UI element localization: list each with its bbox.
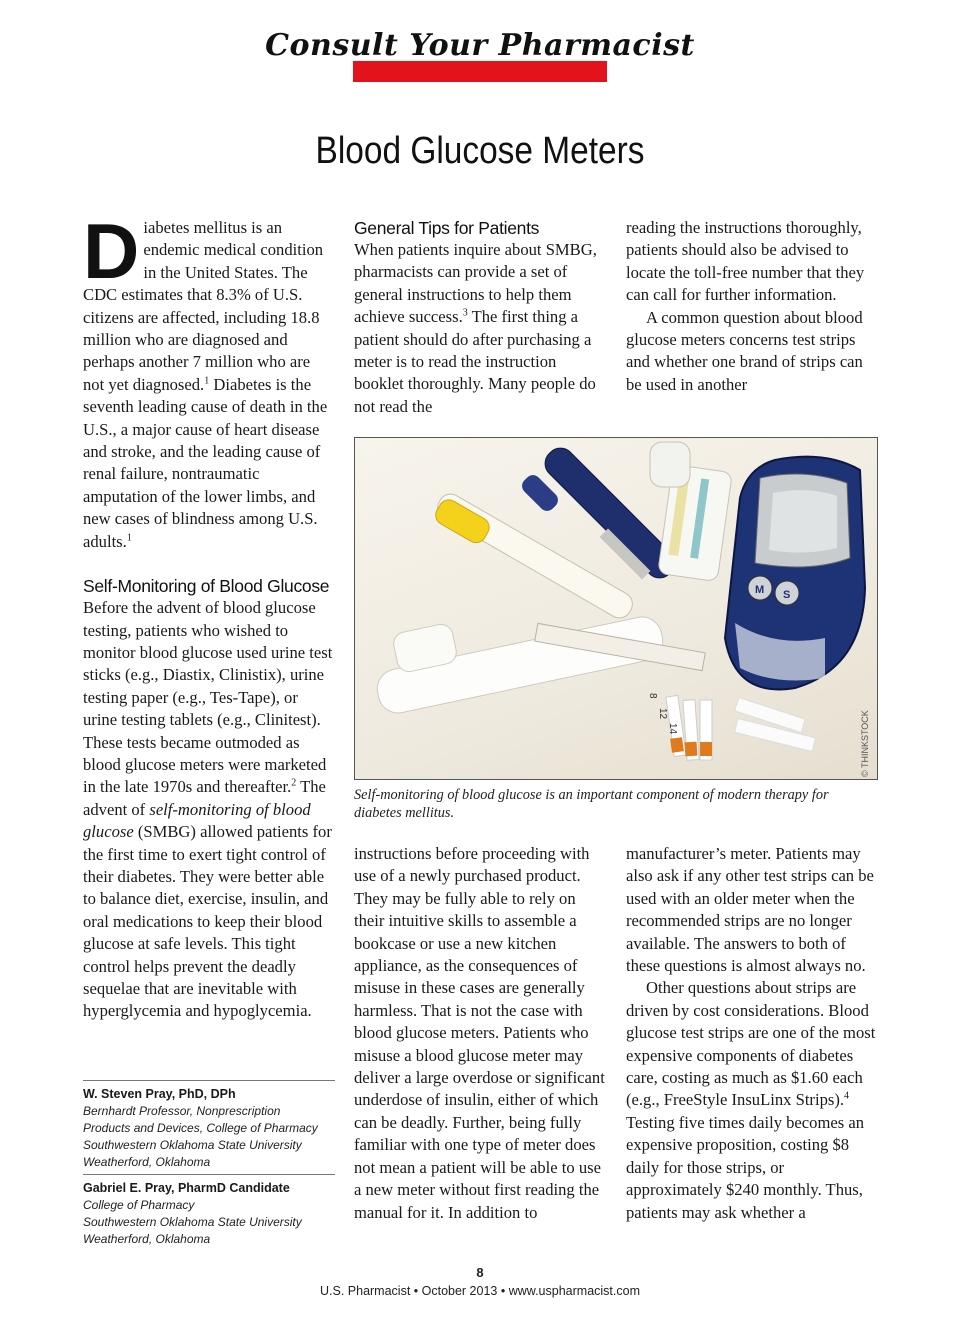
syringe-mark: 8 [647,693,658,699]
ref-1b: 1 [126,532,132,544]
author-block-1 [83,1080,335,1171]
col2-continued-paragraph: instructions before proceeding with use of a newly purchased product. They may be fully able to rely on their intuitive skills to assemble a bookcase or use a new kitchen appliance, as the consequences of misuse in these cases are generally harmless. That is not the case with blood glucose meters. Patients who misuse a blood glucose meter may deliver a large overdose or significant underdose of insulin, either of which can be deadly. Further, being fully familiar with one type of meter does not mean a patient will be able to use a new meter without first reading the manual for it. In addition to [354,844,605,1222]
col3-paragraph-1: reading the instructions thoroughly, patients should also be advised to locate the toll-free number that they can call for further information. [626,218,865,305]
author-block-2 [83,1174,335,1248]
col3-continued-paragraph: manufacturer’s meter. Patients may also ask if any other test strips can be used with an older meter when the recommended strips are no longer available. The answers to both of these questions is almost always no. [626,844,874,976]
ref-4: 4 [844,1090,849,1102]
author-affiliation: College of Pharmacy [83,1198,195,1212]
intro-paragraph: Diabetes mellitus is an endemic medical condition in the United States. The CDC estimates that 8.3% of U.S. citizens are affected, including 18.8 million who are diagnosed and perhaps another 7 million who are not yet diagnosed.$^1$ Diabetes is the seventh leading cause of death in the U.S., a major cause of heart disease and stroke, and the leading cause of renal failure, nontraumatic amputation of the lower limbs, and new cases of blindness among U.S. adults.$^1$ [83,207,328,551]
svg-text:S: S [783,589,791,601]
heading-self-monitoring: Self-Monitoring of Blood Glucose [83,576,330,597]
column-1 [83,207,335,1023]
syringe-mark: 14 [667,723,678,735]
author-affiliation: Southwestern Oklahoma State University [83,1215,302,1229]
accent-bar [353,61,607,82]
author-name: Gabriel E. Pray, PharmD Candidate [83,1181,290,1195]
ref-3: 3 [462,307,468,319]
figure-caption: Self-monitoring of blood glucose is an important component of modern therapy for diabetes mellitus. [354,787,829,821]
heading-general-tips: General Tips for Patients [354,218,540,238]
column-2-bottom [354,843,606,1224]
syringe-mark: 12 [657,708,668,720]
article-title: Blood Glucose Meters [315,130,645,172]
column-3-top [626,217,880,396]
figure-photo [354,437,878,780]
test-strips [666,695,816,760]
strip-vial [650,442,732,582]
author-affiliation: Weatherford, Oklahoma [83,1232,211,1246]
smbg-paragraph: Before the advent of blood glucose testing, patients who wished to monitor blood glucose used urine test sticks (e.g., Diastix, Clinistix), urine testing paper (e.g., Tes-Tape), or urine testing tablets (e.g., Clinitest). These tests became outmoded as blood glucose meters were marketed in the late 1970s and thereafter.$^2$ The advent of self-monitoring of blood glucose (SMBG) allowed patients for the first time to exert tight control of their diabetes. They were better able to balance diet, exercise, insulin, and oral medications to keep their blood glucose at safe levels. This tight control helps prevent the deadly sequelae that are inevitable with hyperglycemia and hypoglycemia. [83,598,333,1021]
series-title: Consult Your Pharmacist [265,28,695,63]
cost-paragraph: Other questions about strips are driven by cost considerations. Blood glucose test strips are one of the most expensive components of diabetes care, costing as much as $1.60 each (e.g., FreeStyle InsuLinx Strips).$^4$ Testing five times daily becomes an expensive proposition, costing $8 daily for those strips, or approximately $240 monthly. Thus, patients may ask whether a [626,978,876,1222]
page-number: 8 [476,1265,484,1280]
column-2-top [354,217,606,418]
footer-line: U.S. Pharmacist • October 2013 • www.uspharmacist.com [320,1284,640,1298]
tips-paragraph: When patients inquire about SMBG, pharmacists can provide a set of general instructions to help them achieve success.$^3$ The first thing a patient should do after purchasing a meter is to read the instruction booklet thoroughly. Many people do not read the [354,240,597,416]
author-name: W. Steven Pray, PhD, DPh [83,1087,236,1101]
svg-text:M: M [755,584,765,596]
photo-credit: © THINKSTOCK [860,710,870,777]
glucose-kit-illustration [355,438,877,779]
insulin-pen [374,613,667,716]
ref-2: 2 [291,777,297,789]
author-affiliation: Southwestern Oklahoma State University [83,1138,302,1152]
glucose-meter [725,457,865,690]
author-affiliation: Bernhardt Professor, Nonprescription [83,1104,281,1118]
author-affiliation: Weatherford, Oklahoma [83,1155,211,1169]
col3-paragraph-2: A common question about blood glucose meters concerns test strips and whether one brand of strips can be used in another [626,307,863,394]
ref-1a: 1 [204,375,210,387]
smbg-term: self-monitoring of blood glucose [83,799,311,842]
column-3-bottom [626,843,880,1224]
drop-cap: D [83,207,140,295]
author-affiliation: Products and Devices, College of Pharmacy [83,1121,318,1135]
